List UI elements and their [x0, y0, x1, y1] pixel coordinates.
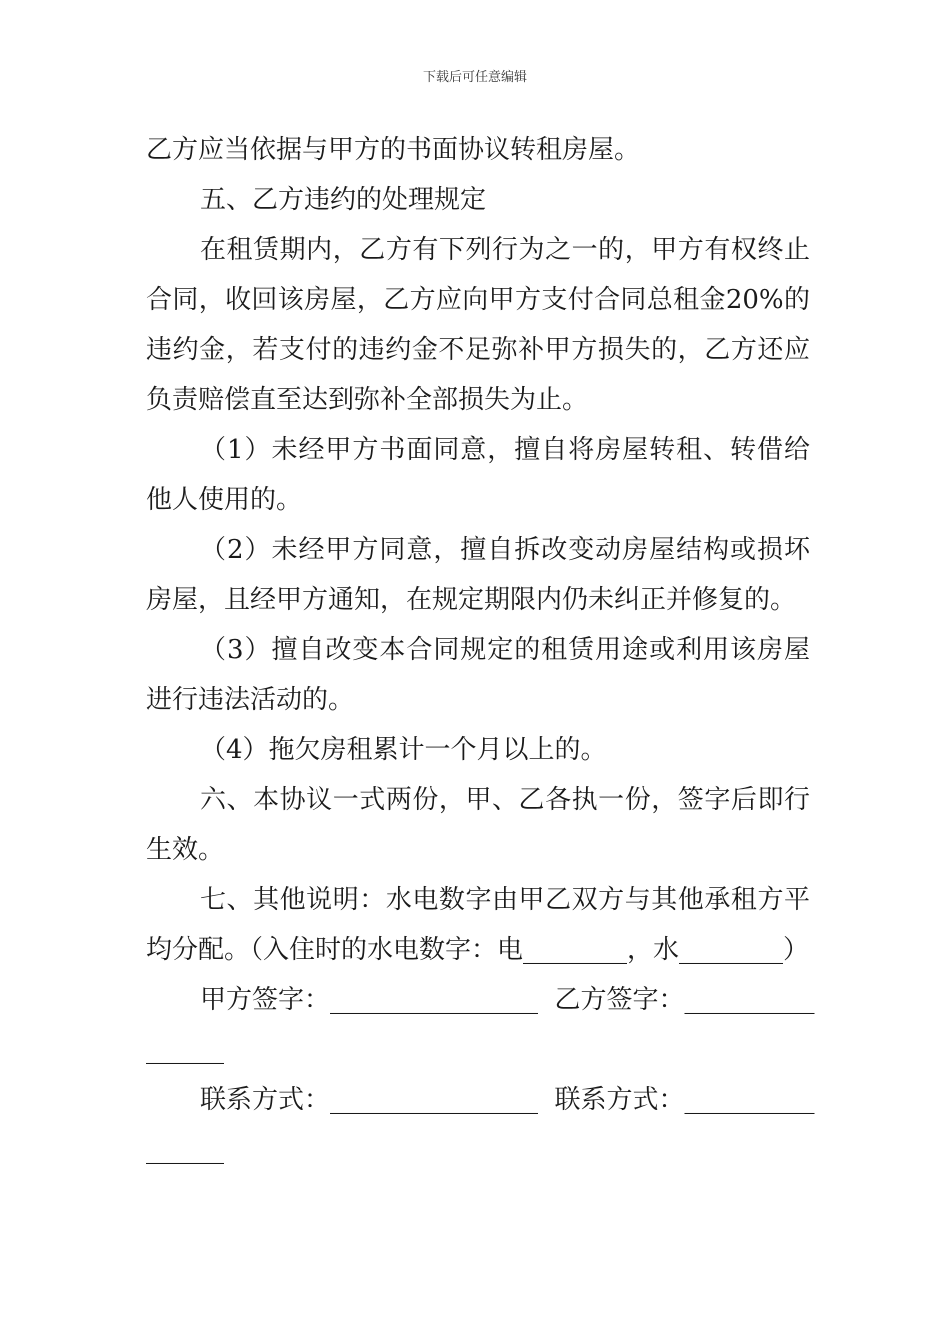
list-item-4: （4）拖欠房租累计一个月以上的。	[200, 735, 607, 765]
paragraph-breach-terms: 在租赁期内，乙方有下列行为之一的，甲方有权终止合同，收回该房屋，乙方应向甲方支付合同总租金20%的违约金，若支付的违约金不足弥补甲方损失的，乙方还应负责赔偿直至达到弥补全部损失为止。	[146, 235, 810, 415]
list-item-1: （1）未经甲方书面同意，擅自将房屋转租、转借给他人使用的。	[146, 435, 810, 515]
signature-row-tail: ______	[146, 1035, 224, 1065]
paragraph-sublease-clause: 乙方应当依据与甲方的书面协议转租房屋。	[146, 135, 641, 165]
contact-row-tail: ______	[146, 1135, 224, 1165]
section-copies: 六、本协议一式两份，甲、乙各执一份，签字后即行生效。	[146, 785, 810, 865]
list-item-2: （2）未经甲方同意，擅自拆改变动房屋结构或损坏房屋，且经甲方通知，在规定期限内仍未纠正并修复的。	[146, 535, 810, 615]
section-heading-breach: 五、乙方违约的处理规定	[200, 185, 487, 215]
document-body	[146, 125, 815, 1175]
signature-row: 甲方签字：________________ 乙方签字：__________	[200, 985, 815, 1015]
page-header: 下载后可任意编辑	[422, 70, 527, 85]
list-item-3: （3）擅自改变本合同规定的租赁用途或利用该房屋进行违法活动的。	[146, 635, 810, 715]
section-other-notes: 七、其他说明：水电数字由甲乙双方与其他承租方平均分配。（入住时的水电数字：电________，水________）	[146, 885, 810, 965]
contact-row: 联系方式：________________ 联系方式：__________	[200, 1085, 815, 1115]
